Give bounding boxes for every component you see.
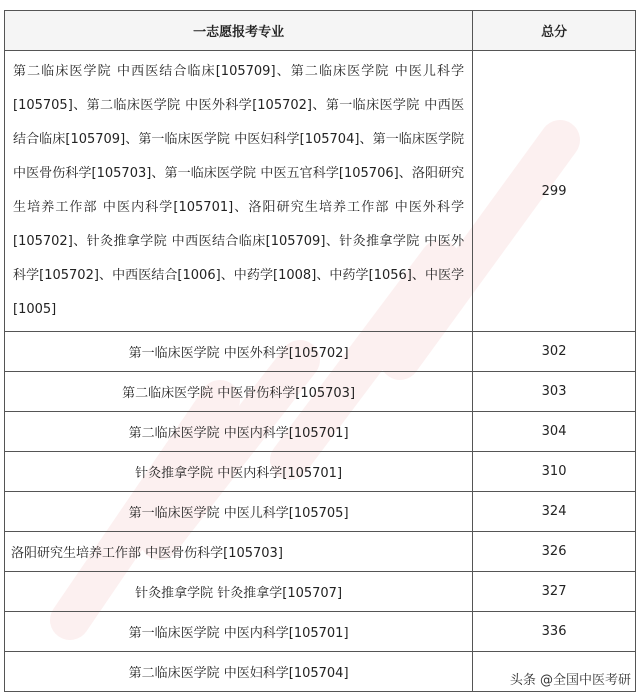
score-cell: 303 (473, 372, 636, 412)
table-row (5, 452, 636, 492)
table-row (5, 532, 636, 572)
table-row (5, 612, 636, 652)
table-row (5, 51, 636, 332)
major-cell: 针灸推拿学院 针灸推拿学[105707] (5, 572, 473, 612)
major-cell: 第一临床医学院 中医儿科学[105705] (5, 492, 473, 532)
score-cell: 324 (473, 492, 636, 532)
score-cell: 310 (473, 452, 636, 492)
table-row (5, 492, 636, 532)
major-cell: 第一临床医学院 中医内科学[105701] (5, 612, 473, 652)
score-cell: 327 (473, 572, 636, 612)
major-cell: 针灸推拿学院 中医内科学[105701] (5, 452, 473, 492)
score-cell: 326 (473, 532, 636, 572)
major-cell: 第二临床医学院 中西医结合临床[105709]、第二临床医学院 中医儿科学[105705]、第二临床医学院 中医外科学[105702]、第一临床医学院 中西医结合临床[105709]、第一临床医学院 中医妇科学[105704]、第一临床医学院 中医骨伤科学[105703]、第一临床医学院 中医五官科学[105706]、洛阳研究生培养工作部 中医内科学[105701]、洛阳研究生培养工作部 中医外科学[105702]、针灸推拿学院 中西医结合临床[105709]、针灸推拿学院 中医外科学[105702]、中西医结合[1006]、中药学[1008]、中药学[1056]、中医学[1005] (5, 51, 473, 332)
major-cell: 第一临床医学院 中医外科学[105702] (5, 332, 473, 372)
score-table (4, 10, 636, 692)
header-major: 一志愿报考专业 (5, 11, 473, 51)
score-cell: 304 (473, 412, 636, 452)
major-cell: 第二临床医学院 中医骨伤科学[105703] (5, 372, 473, 412)
score-cell: 302 (473, 332, 636, 372)
table-row (5, 572, 636, 612)
table-row (5, 412, 636, 452)
table-row (5, 372, 636, 412)
major-cell: 洛阳研究生培养工作部 中医骨伤科学[105703] (5, 532, 473, 572)
major-cell: 第二临床医学院 中医内科学[105701] (5, 412, 473, 452)
header-score: 总分 (473, 11, 636, 51)
source-watermark: 头条 @全国中医考研 (507, 668, 634, 689)
score-cell: 336 (473, 612, 636, 652)
table-row (5, 332, 636, 372)
major-cell: 第二临床医学院 中医妇科学[105704] (5, 652, 473, 692)
score-cell: 299 (473, 51, 636, 332)
table-header-row (5, 11, 636, 51)
